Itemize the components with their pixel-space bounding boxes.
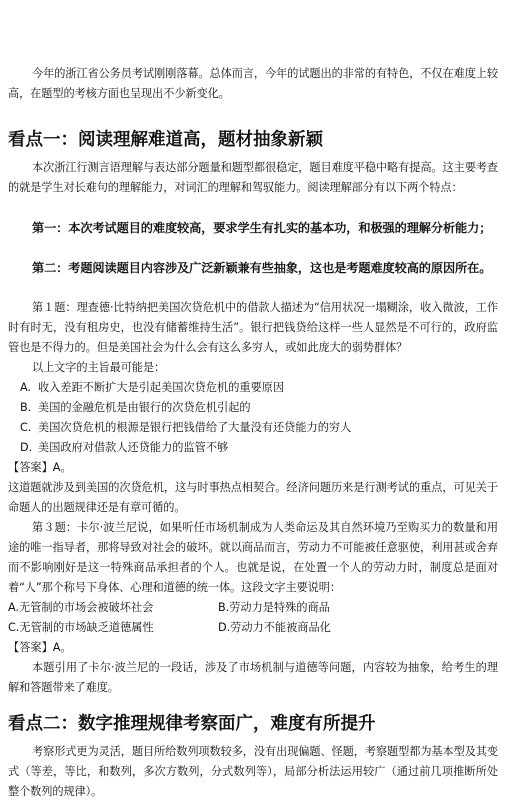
option-text: 美国的金融危机是由银行的次贷危机引起的 bbox=[38, 401, 251, 414]
question1-text: 第１题：理查德·比特纳把美国次贷危机中的借款人描述为“信用状况一塌糊涂，收入微波，工作时有时无，没有租房史，也没有储蓄维持生活”。银行把钱贷给这样一些人显然是不可行的，政府监管也是不得力的。但是美国社会为什么会有这么多穷人，或如此庞大的弱势群体？ bbox=[8, 301, 498, 354]
option-text: 美国次贷危机的根源是银行把钱借给了大量没有还贷能力的穷人 bbox=[38, 421, 352, 434]
question1-analysis: 这道题就涉及到美国的次贷危机，这与时事热点相契合。经济问题历来是行测考试的重点，可见关于命题人的出题规律还是有章可循的。 bbox=[8, 481, 498, 514]
option-c bbox=[8, 618, 218, 638]
option-text: 劳动力是特殊的商品 bbox=[229, 601, 330, 614]
question3-answer: 【答案】A。 bbox=[8, 641, 72, 654]
section1-point2: 第二：考题阅读题目内容涉及广泛新颖兼有些抽象，这也是考题难度较高的原因所在。 bbox=[32, 261, 492, 275]
option-text: 无管制的市场会被破坏社会 bbox=[19, 601, 154, 614]
section2-heading: 看点二：数字推理规律考察面广，难度有所提升 bbox=[8, 714, 376, 734]
option-text: 劳动力不能被商品化 bbox=[230, 621, 331, 634]
option-key: A. bbox=[20, 381, 32, 394]
option-c bbox=[20, 418, 490, 438]
option-key: A. bbox=[8, 601, 20, 614]
option-a bbox=[20, 378, 490, 398]
intro-paragraph: 今年的浙江省公务员考试刚刚落幕。总体而言，今年的试题出的非常的有特色，不仅在难度上较高，在题型的考核方面也呈现出不少新变化。 bbox=[8, 67, 498, 100]
option-text: 收入差距不断扩大是引起美国次贷危机的重要原因 bbox=[38, 381, 285, 394]
question1-prompt: 以上文字的主旨最可能是： bbox=[32, 361, 166, 374]
section1-heading: 看点一：阅读理解难道高，题材抽象新颖 bbox=[8, 130, 323, 150]
question1-options bbox=[20, 378, 490, 458]
section1-paragraph: 本次浙江行测言语理解与表达部分题量和题型都很稳定，题目难度平稳中略有提高。这主要考查的就是学生对长难句的理解能力，对词汇的理解和驾驭能力。阅读理解部分有以下两个特点： bbox=[8, 161, 498, 194]
option-key: C. bbox=[20, 421, 32, 434]
question1-answer: 【答案】A。 bbox=[8, 461, 72, 474]
option-a bbox=[8, 598, 218, 618]
option-b bbox=[218, 598, 498, 618]
option-text: 美国政府对借款人还贷能力的监管不够 bbox=[38, 441, 229, 454]
option-b bbox=[20, 398, 490, 418]
option-key: D. bbox=[218, 621, 231, 634]
option-text: 无管制的市场缺乏道德属性 bbox=[19, 621, 154, 634]
option-d bbox=[218, 618, 498, 638]
question3-analysis: 本题引用了卡尔·波兰尼的一段话，涉及了市场机制与道德等问题，内容较为抽象，给考生的理解和答题带来了难度。 bbox=[8, 661, 498, 694]
option-d bbox=[20, 438, 490, 458]
section2-paragraph: 考察形式更为灵活，题目所给数列项数较多，没有出现偏题、怪题，考察题型都为基本型及其变式（等差，等比，和数列，多次方数列，分式数列等），局部分析法运用较广（通过前几项推断所处整个数列的规律）。 bbox=[8, 745, 498, 798]
option-key: B. bbox=[20, 401, 32, 414]
section1-point1: 第一：本次考试题目的难度较高，要求学生有扎实的基本功，和极强的理解分析能力； bbox=[32, 221, 492, 235]
question3-text: 第３题：卡尔·波兰尼说，如果听任市场机制成为人类命运及其自然环境乃至购买力的数量和用途的唯一指导者，那将导致对社会的破坏。就以商品而言，劳动力不可能被任意驱使，利用甚或舍弃而不影响刚好是这一特殊商品承担者的个人。也就是说，在处置一个人的劳动力时，制度总是面对着“人”那个称号下身体、心理和道德的统一体。这段文字主要说明： bbox=[8, 521, 498, 594]
option-key: B. bbox=[218, 601, 230, 614]
option-key: D. bbox=[20, 441, 33, 454]
option-key: C. bbox=[8, 621, 20, 634]
